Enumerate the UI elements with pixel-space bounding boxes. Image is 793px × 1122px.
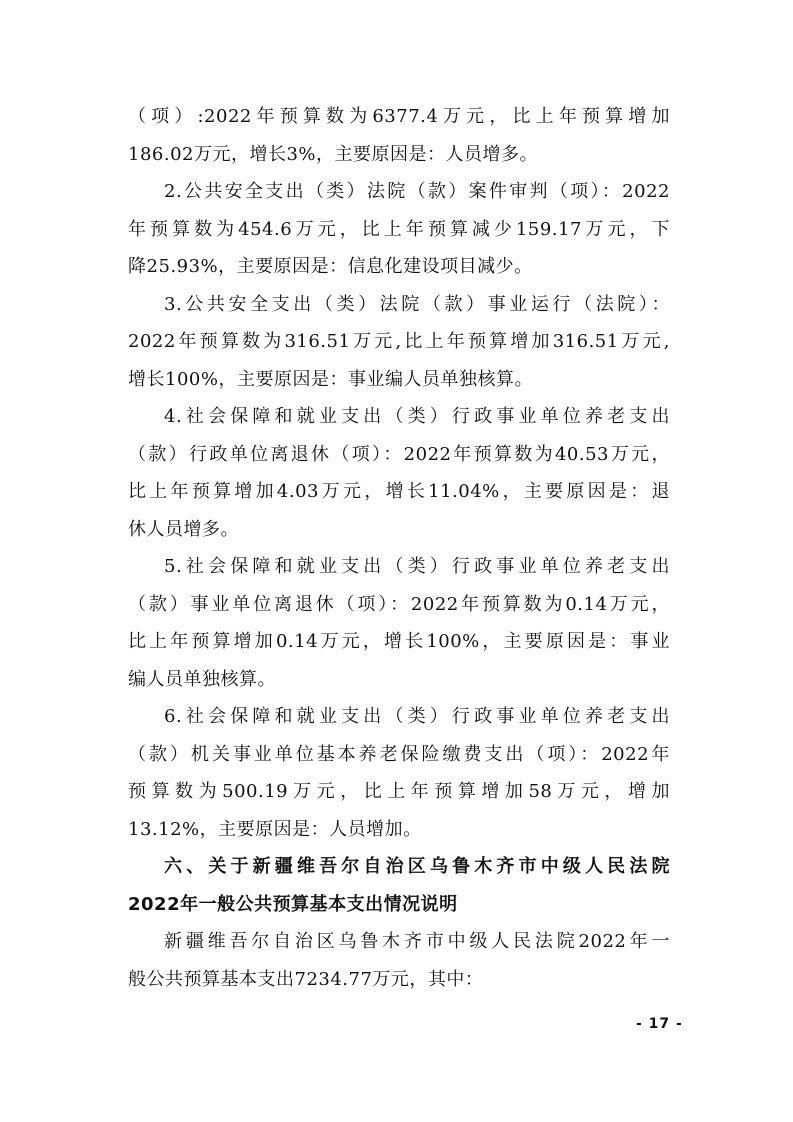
document-body xyxy=(128,98,670,998)
text-line: 5.社会保障和就业支出（类）行政事业单位养老支出 xyxy=(164,556,670,577)
text-line: （项）:2022年预算数为6377.4万元，比上年预算增加 xyxy=(128,106,670,127)
text-line: 6.社会保障和就业支出（类）行政事业单位养老支出 xyxy=(164,706,670,727)
text-line: 增长100%，主要原因是：事业编人员单独核算。 xyxy=(128,368,533,390)
text-line: 新疆维吾尔自治区乌鲁木齐市中级人民法院2022年一 xyxy=(164,931,670,952)
text-line: 2022年预算数为316.51万元,比上年预算增加316.51万元, xyxy=(128,331,670,352)
text-line: 比上年预算增加0.14万元，增长100%，主要原因是：事业 xyxy=(128,631,670,652)
text-line: 预算数为500.19万元，比上年预算增加58万元，增加 xyxy=(128,781,670,802)
text-line: 休人员增多。 xyxy=(128,518,239,540)
text-line: 4.社会保障和就业支出（类）行政事业单位养老支出 xyxy=(164,406,670,427)
text-line: （款）行政单位离退休（项）：2022年预算数为40.53万元， xyxy=(128,443,670,465)
text-line: 186.02万元，增长3%，主要原因是：人员增多。 xyxy=(128,143,539,165)
text-line: 比上年预算增加4.03万元，增长11.04%，主要原因是：退 xyxy=(128,481,670,502)
text-line: 般公共预算基本支出7234.77万元，其中： xyxy=(128,968,484,990)
section-heading: 2022年一般公共预算基本支出情况说明 xyxy=(128,893,458,915)
text-line: （款）机关事业单位基本养老保险缴费支出（项）：2022年 xyxy=(128,743,670,765)
text-line: （款）事业单位离退休（项）：2022年预算数为0.14万元， xyxy=(128,593,670,615)
text-line: 降25.93%，主要原因是：信息化建设项目减少。 xyxy=(128,256,533,277)
text-line: 3.公共安全支出（类）法院（款）事业运行（法院）： xyxy=(164,293,670,315)
text-line: 年预算数为454.6万元，比上年预算减少159.17万元，下 xyxy=(128,218,670,240)
section-heading: 六、关于新疆维吾尔自治区乌鲁木齐市中级人民法院 xyxy=(164,856,670,877)
text-line: 2.公共安全支出（类）法院（款）案件审判（项）：2022 xyxy=(164,181,670,202)
text-line: 编人员单独核算。 xyxy=(128,668,276,690)
page-number: - 17 - xyxy=(636,1016,683,1032)
text-line: 13.12%，主要原因是：人员增加。 xyxy=(128,818,422,840)
